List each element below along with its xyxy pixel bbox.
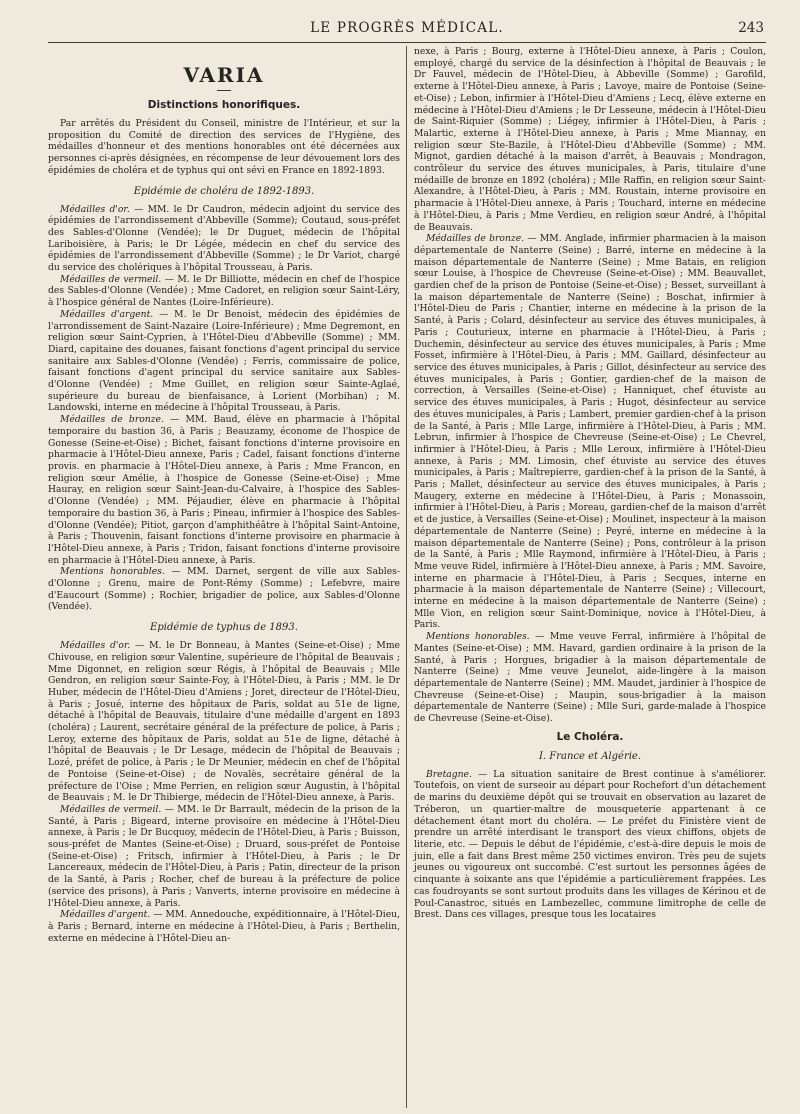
label-vermeil-medals: Médailles de vermeil. — [60, 273, 162, 285]
paragraph-honorable-mentions — [48, 566, 400, 613]
text-typhus-honorable-mentions: — Mme veuve Ferral, infirmière à l'hôpital de Mantes (Seine-et-Oise) ; MM. Havard, gardien ordinaire à la prison de la Santé, à Paris ; Horgues, brigadier à la maison départementale de Nanterre (Seine) ; Mme veuve Jeunelot, aide-lingère à la maison départementale de Nanterre (Seine) ; MM. Maudet, jardinier à l'hospice de Chevreuse (Seine-et-Oise) ; Maupin, sous-brigadier à la maison départementale de Nanterre (Seine) ; Mlle Suri, garde-malade à l'hospice de Chevreuse (Seine-et-Oise). — [414, 631, 766, 725]
paragraph-silver-medals — [48, 309, 400, 414]
text-typhus-vermeil-medals: — MM. le Dr Barrault, médecin de la prison de la Santé, à Paris ; Bigeard, interne provisoire en médecine à l'Hôtel-Dieu annexe, à Paris ; le Dr Bucquoy, médecin de l'Hôtel-Dieu, à Paris ; Buisson, sous-préfet de Mantes (Seine-et-Oise) ; Druard, sous-préfet de Pontoise (Seine-et-Oise) ; Fritsch, infirmier à l'Hôtel-Dieu, à Paris ; le Dr Lancereaux, médecin de l'Hôtel-Dieu, à Paris ; Patin, directeur de la prison de la Santé, à Paris ; Rocher, chef de bureau à la préfecture de police (service des prisons), à Paris ; Vanverts, interne provisoire en médecine à l'Hôtel-Dieu annexe, à Paris. — [48, 803, 401, 909]
france-algeria-heading: I. France et Algérie. — [538, 750, 642, 762]
text-honorable-mentions: — MM. Darnet, sergent de ville aux Sables-d'Olonne ; Grenu, maire de Pont-Rémy (Somme) ; Lefebvre, maire d'Eaucourt (Somme) ; Rochier, brigadier de police, aux Sables-d'Olonne (Vendée). — [48, 566, 400, 613]
paragraph-silver-medals-continued: nexe, à Paris ; Bourg, externe à l'Hôtel-Dieu annexe, à Paris ; Coulon, employé, chargé du service de la désinfection à l'hôpital de Beauvais ; le Dr Fauvel, médecin de l'Hôtel-Dieu, à Abbeville (Somme) ; Garofild, externe à l'Hôtel-Dieu annexe, à Paris ; Lavoye, maire de Pontoise (Seine-et-Oise) ; Lebon, infirmier à l'Hôtel-Dieu d'Amiens ; Lecq, élève externe en médecine à l'Hôtel-Dieu d'Amiens ; le Dr Lesseune, médecin à l'Hôtel-Dieu de Saint-Riquier (Somme) ; Liégey, infirmier à l'Hôtel-Dieu, à Paris ; Malartic, externe à l'Hôtel-Dieu annexe, à Paris ; Mme Miannay, en religion sœur Ste-Bazile, à l'Hôtel-Dieu d'Abbeville (Somme) ; MM. Mignot, gardien détaché à la maison d'arrêt, à Beauvais ; Mondragon, contrôleur du service des étuves municipales, à Paris, titulaire d'une médaille de bronze en 1892 (choléra) ; Mlle Raffin, en religion sœur Saint-Alexandre, à l'Hôtel-Dieu, à Paris ; MM. Roustain, interne provisoire en pharmacie à l'Hôtel-Dieu annexe, à Paris ; Touchard, interne en médecine à l'Hôtel-Dieu, à Paris ; Mme Verdieu, en religion sœur André, à l'hôpital de Beauvais. — [414, 46, 766, 233]
paragraph-typhus-silver-medals — [48, 909, 400, 944]
label-typhus-silver-medals: Médailles d'argent. — [60, 909, 151, 921]
paragraph-typhus-vermeil-medals — [48, 804, 400, 909]
journal-title: LE PROGRÈS MÉDICAL. — [310, 20, 504, 36]
left-column — [48, 46, 400, 944]
paragraph-vermeil-medals — [48, 274, 400, 309]
paragraph-bretagne — [414, 769, 766, 921]
cholera-heading: Le Choléra. — [556, 730, 624, 743]
intro-paragraph: Par arrêtés du Président du Conseil, ministre de l'Intérieur, et sur la proposition du Comité de direction des services de l'Hygiène, des médailles d'honneur et des mentions honorables ont été décernées aux personnes ci-après désignées, en récompense de leur dévouement lors des épidémies de choléra et de typhus qui ont sévi en France en 1892-1893. — [48, 118, 400, 176]
cholera-epidemic-title: Epidémie de choléra de 1892-1893. — [133, 185, 315, 197]
label-gold-medals: Médailles d'or. — [60, 203, 130, 215]
column-divider — [406, 46, 407, 1108]
heading-dash — [217, 90, 231, 91]
text-gold-medals: — MM. le Dr Caudron, médecin adjoint du service des épidémies de l'arrondissement d'Abbeville (Somme); Coutaud, sous-préfet des Sables-d'Olonne (Vendée); le Dr Duguet, médecin de l'hôpital Lariboisière, à Paris; le Dr Légée, médecin en chef du service des épidémies de l'arrondissement d'Abbeville (Somme) ; le Dr Variot, chargé du service des cholériques à l'hôpital Trousseau, à Paris. — [48, 203, 400, 274]
text-bretagne: — La situation sanitaire de Brest continue à s'améliorer. Toutefois, on vient de surseoir au départ pour Rochefort d'un détachement de marins du deuxième dépôt qui se trouvait en observation au lazaret de Tréberon, un quartier-maître de mousqueterie appartenant à ce détachement étant mort du choléra. — Le préfet du Finistère vient de prendre un arrêté interdisant le transport des vieux chiffons, objets de literie, etc. — Depuis le début de l'épidémie, c'est-à-dire depuis le mois de juin, elle a fait dans Brest même 250 victimes environ. Très peu de sujets jeunes ou vigoureux ont succombé. C'est surtout les personnes âgées de cinquante à soixante ans que l'épidémie a particulièrement frappées. Les cas foudroyants se sont surtout produits dans les villages de Kérinou et de Poul-Canastroc, situés en Lambezellec, commune limitrophe de celle de Brest. Dans ces villages, presque tous les locataires — [414, 768, 766, 921]
label-typhus-bronze-medals: Médailles de bronze. — [426, 233, 525, 245]
section-heading: VARIA — [183, 63, 265, 87]
label-bretagne: Bretagne. — [426, 768, 472, 780]
label-typhus-vermeil-medals: Médailles de vermeil. — [60, 803, 162, 815]
label-honorable-mentions: Mentions honorables. — [60, 566, 165, 578]
paragraph-bronze-medals — [48, 414, 400, 566]
page-header — [48, 12, 766, 43]
right-column — [414, 46, 766, 921]
text-typhus-bronze-medals: — MM. Anglade, infirmier pharmacien à la maison départementale de Nanterre (Seine) ; Barré, interne en médecine à la maison départementale de Nanterre (Seine) ; Mme Batais, en religion sœur Louise, à l'hospice de Chevreuse (Seine-et-Oise) ; MM. Beauvallet, gardien chef de la prison de Pontoise (Seine-et-Oise) ; Besset, surveillant à la maison départementale de Nanterre (Seine) ; Boschat, infirmier à l'Hôtel-Dieu de Paris ; Chantier, interne en médecine à la prison de la Santé, à Paris ; Colard, désinfecteur au service des étuves municipales, à Paris ; Couturieux, interne en pharmacie à l'Hôtel-Dieu, à Paris ; Duchemin, désinfecteur au service des étuves municipales, à Paris ; Mme Fosset, infirmière à l'Hôtel-Dieu, à Paris ; MM. Gaillard, désinfecteur au service des étuves municipales, à Paris ; Gillot, désinfecteur au service des étuves municipales, à Paris ; Gontier, gardien-chef de la maison de correction, à Versailles (Seine-et-Oise) ; Hanniquet, chef étuviste au service des étuves municipales, à Paris ; Hugot, désinfecteur au service des étuves municipales, à Paris ; Lambert, premier gardien-chef à la prison de la Santé, à Paris ; Mlle Large, infirmière à l'Hôtel-Dieu, à Paris ; MM. Lebrun, infirmier à l'hospice de Chevreuse (Seine-et-Oise) ; Le Chevrel, infirmier à l'Hôtel-Dieu, à Paris ; Mlle Leroux, infirmière à l'Hôtel-Dieu annexe, à Paris ; MM. Limosin, chef étuviste au service des étuves municipales, à Paris ; Maîtrepierre, gardien-chef à la prison de la Santé, à Paris ; Mallet, désinfecteur au service des étuves municipales, à Paris ; Maugery, externe en médecine à l'Hôtel-Dieu, à Paris ; Monassoin, infirmier à l'Hôtel-Dieu, à Paris ; Moreau, gardien-chef de la maison d'arrêt et de justice, à Versailles (Seine-et-Oise) ; Moulinet, inspecteur à la maison départementale de Nanterre (Seine) ; Peyré, interne en médecine à la maison départementale de Nanterre (Seine) ; Pons, contrôleur à la prison de la Santé, à Paris ; Mlle Raymond, infirmière à l'Hôtel-Dieu, à Paris ; Mme veuve Ridel, infirmière à l'Hôtel-Dieu annexe, à Paris ; MM. Savoire, interne en pharmacie à l'Hôtel-Dieu, à Paris ; Secques, interne en pharmacie à la maison départementale de Nanterre (Seine) ; Villecourt, interne en médecine à la maison départementale de Nanterre (Seine) ; Mlle Vion, en religion sœur Saint-Dominique, novice à l'Hôtel-Dieu, à Paris. — [414, 233, 766, 631]
newspaper-page — [48, 12, 766, 1108]
paragraph-typhus-honorable-mentions — [414, 631, 766, 725]
label-silver-medals: Médailles d'argent. — [60, 308, 154, 320]
page-number: 243 — [738, 20, 764, 36]
label-bronze-medals: Médailles de bronze. — [60, 414, 164, 426]
label-typhus-gold-medals: Médailles d'or. — [60, 640, 131, 652]
paragraph-gold-medals — [48, 204, 400, 274]
article-columns — [48, 46, 766, 1108]
paragraph-typhus-bronze-medals — [414, 233, 766, 631]
text-bronze-medals: — MM. Baud, élève en pharmacie à l'hôpital temporaire du bastion 36, à Paris ; Beauzamy, économe de l'hospice de Gonesse (Seine-et-Oise) ; Bichet, faisant fonctions d'interne provisoire en pharmacie à l'Hôtel-Dieu annexe, Paris ; Cadel, faisant fonctions d'interne provis. en pharmacie à l'Hôtel-Dieu annexe, à Paris ; Mme Francon, en religion sœur Amélie, à l'hospice de Gonesse (Seine-et-Oise) ; Mme Hauray, en religion sœur Saint-Jean-du-Calvaire, à l'hospice des Sables-d'Olonne (Vendée) ; MM. Péjaudier, élève en pharmacie à l'hôpital temporaire du bastion 36, à Paris ; Pineau, infirmier à l'hospice des Sables-d'Olonne (Vendée); Pitiot, garçon d'amphithéâtre à l'hôpital Saint-Antoine, à Paris ; Thouvenin, faisant fonctions d'interne provisoire en pharmacie à l'Hôtel-Dieu annexe, à Paris ; Tridon, faisant fonctions d'interne provisoire en pharmacie à l'Hôtel-Dieu annexe, à Paris. — [48, 414, 400, 566]
section-title: Distinctions honorifiques. — [147, 99, 301, 111]
typhus-epidemic-title: Epidémie de typhus de 1893. — [150, 622, 298, 634]
label-typhus-honorable-mentions: Mentions honorables. — [426, 631, 530, 643]
paragraph-typhus-gold-medals — [48, 640, 400, 804]
text-typhus-silver-medals: — MM. Annedouche, expéditionnaire, à l'Hôtel-Dieu, à Paris ; Bernard, interne en médecine à l'Hôtel-Dieu, à Paris ; Berthelin, externe en médecine à l'Hôtel-Dieu an- — [48, 909, 400, 944]
text-silver-medals: — M. le Dr Benoist, médecin des épidémies de l'arrondissement de Saint-Nazaire (Loire-Inférieure) ; Mme Degremont, en religion sœur Saint-Cyprien, à l'Hôtel-Dieu d'Abbeville (Somme) ; MM. Diard, capitaine des douanes, faisant fonctions d'agent principal du service sanitaire aux Sables-d'Olonne (Vendée) ; Ferris, commissaire de police, faisant fonctions d'agent principal du service sanitaire aux Sables-d'Olonne (Vendée) ; Mme Guillet, en religion sœur Sainte-Aglaé, supérieure du bureau de bienfaisance, à Lorient (Morbihan) ; M. Landowski, interne en médecine à l'hôpital Trousseau, à Paris. — [48, 308, 400, 414]
text-typhus-gold-medals: — M. le Dr Bonneau, à Mantes (Seine-et-Oise) ; Mme Chivouse, en religion sœur Valentine, supérieure de l'hôpital de Beauvais ; Mme Digonnet, en religion sœur Régis, à l'hôpital de Beauvais ; Mlle Gendron, en religion sœur Sainte-Foy, à l'Hôtel-Dieu, à Paris ; MM. le Dr Huber, médecin de l'Hôtel-Dieu d'Amiens ; Joret, directeur de l'Hôtel-Dieu, à Paris ; Josué, interne des hôpitaux de Paris, soldat au 51e de ligne, détaché à l'hôpital de Beauvais, titulaire d'une médaille d'argent en 1893 (choléra) ; Laurent, secrétaire général de la préfecture de police, à Paris ; Leroy, externe des hôpitaux de Paris, soldat au 51e de ligne, détaché à l'hôpital de Beauvais ; le Dr Lesage, médecin de l'hôpital de Beauvais ; Lozé, préfet de police, à Paris ; le Dr Meunier, médecin en chef de l'hôpital de Pontoise (Seine-et-Oise) ; de Novalès, secrétaire général de la préfecture de l'Oise ; Mme Perrien, en religion sœur Augustin, à l'hôpital de Beauvais ; M. le Dr Thibierge, médecin de l'Hôtel-Dieu annexe, à Paris. — [48, 640, 400, 804]
text-vermeil-medals: — M. le Dr Billiotte, médecin en chef de l'hospice des Sables-d'Olonne (Vendée) ; Mme Cadoret, en religion sœur Saint-Léry, à l'hospice général de Nantes (Loire-Inférieure). — [48, 273, 400, 309]
